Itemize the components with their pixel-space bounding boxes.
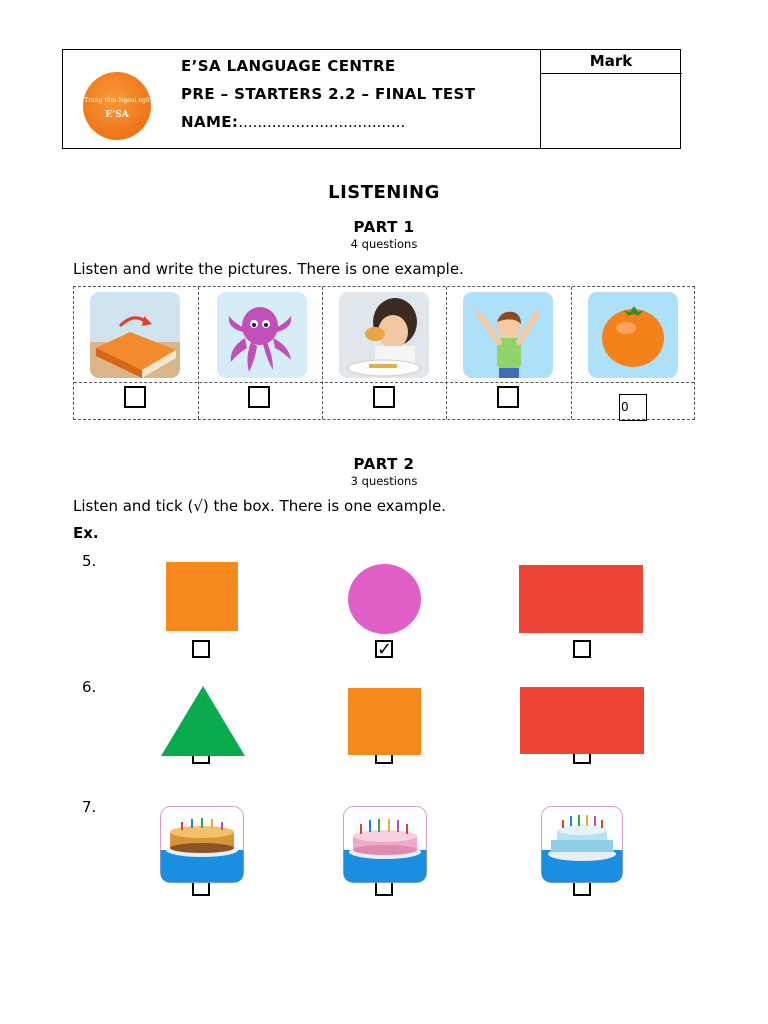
test-title: PRE – STARTERS 2.2 – FINAL TEST <box>181 85 476 103</box>
cake-picture-2 <box>343 806 427 883</box>
table-divider <box>571 287 572 419</box>
book-picture <box>90 292 180 378</box>
octopus-icon <box>217 292 303 378</box>
question-number: 5. <box>82 552 97 570</box>
name-line <box>181 113 405 131</box>
part1-subtitle: 4 questions <box>350 237 418 251</box>
example-answer-box[interactable]: 0 <box>619 394 647 421</box>
school-logo <box>83 72 151 140</box>
boy-picture <box>463 292 553 378</box>
orange-fruit-icon <box>588 292 678 378</box>
part2-instruction: Listen and tick (√) the box. There is one example. <box>73 497 447 515</box>
part1-title: PART 1 <box>353 218 415 236</box>
table-divider <box>198 287 199 419</box>
q5-option2-checkbox-ticked[interactable]: ✓ <box>377 639 393 660</box>
part2-subtitle: 3 questions <box>350 474 418 488</box>
table-row-divider <box>74 382 694 383</box>
example-label: Ex. <box>73 524 99 542</box>
answer-box-boy[interactable] <box>497 386 519 408</box>
answer-box-girl-eating[interactable] <box>373 386 395 408</box>
logo-text-line2: E’SA <box>105 110 129 120</box>
cake-picture-1 <box>160 806 244 883</box>
name-label: NAME: <box>181 113 239 131</box>
part2-title: PART 2 <box>353 455 415 473</box>
header-box <box>62 49 681 149</box>
girl-eating-icon <box>339 292 429 378</box>
mark-separator <box>540 73 682 74</box>
q5-option1-checkbox[interactable] <box>192 640 210 658</box>
book-icon <box>90 292 180 378</box>
question-number: 6. <box>82 678 97 696</box>
name-field[interactable]: ................................... <box>238 113 406 131</box>
answer-box-octopus[interactable] <box>248 386 270 408</box>
orange-square <box>348 688 421 755</box>
part1-instruction: Listen and write the pictures. There is one example. <box>73 260 464 278</box>
red-rectangle <box>519 565 643 633</box>
orange-square <box>166 562 238 631</box>
answer-box-book[interactable] <box>124 386 146 408</box>
table-divider <box>322 287 323 419</box>
red-rectangle <box>520 687 644 754</box>
girl-eating-picture <box>339 292 429 378</box>
pink-circle <box>348 564 421 634</box>
mark-label: Mark <box>589 52 633 70</box>
octopus-picture <box>217 292 307 378</box>
table-divider <box>446 287 447 419</box>
orange-picture <box>588 292 678 378</box>
logo-text-line1: Trung tâm Ngoại ngữ <box>84 97 150 104</box>
section-title: LISTENING <box>328 182 440 203</box>
boy-icon <box>463 292 553 378</box>
q5-option3-checkbox[interactable] <box>573 640 591 658</box>
green-triangle <box>161 686 245 756</box>
school-name: E’SA LANGUAGE CENTRE <box>181 57 396 75</box>
cake-picture-3 <box>541 806 623 883</box>
question-number: 7. <box>82 798 97 816</box>
